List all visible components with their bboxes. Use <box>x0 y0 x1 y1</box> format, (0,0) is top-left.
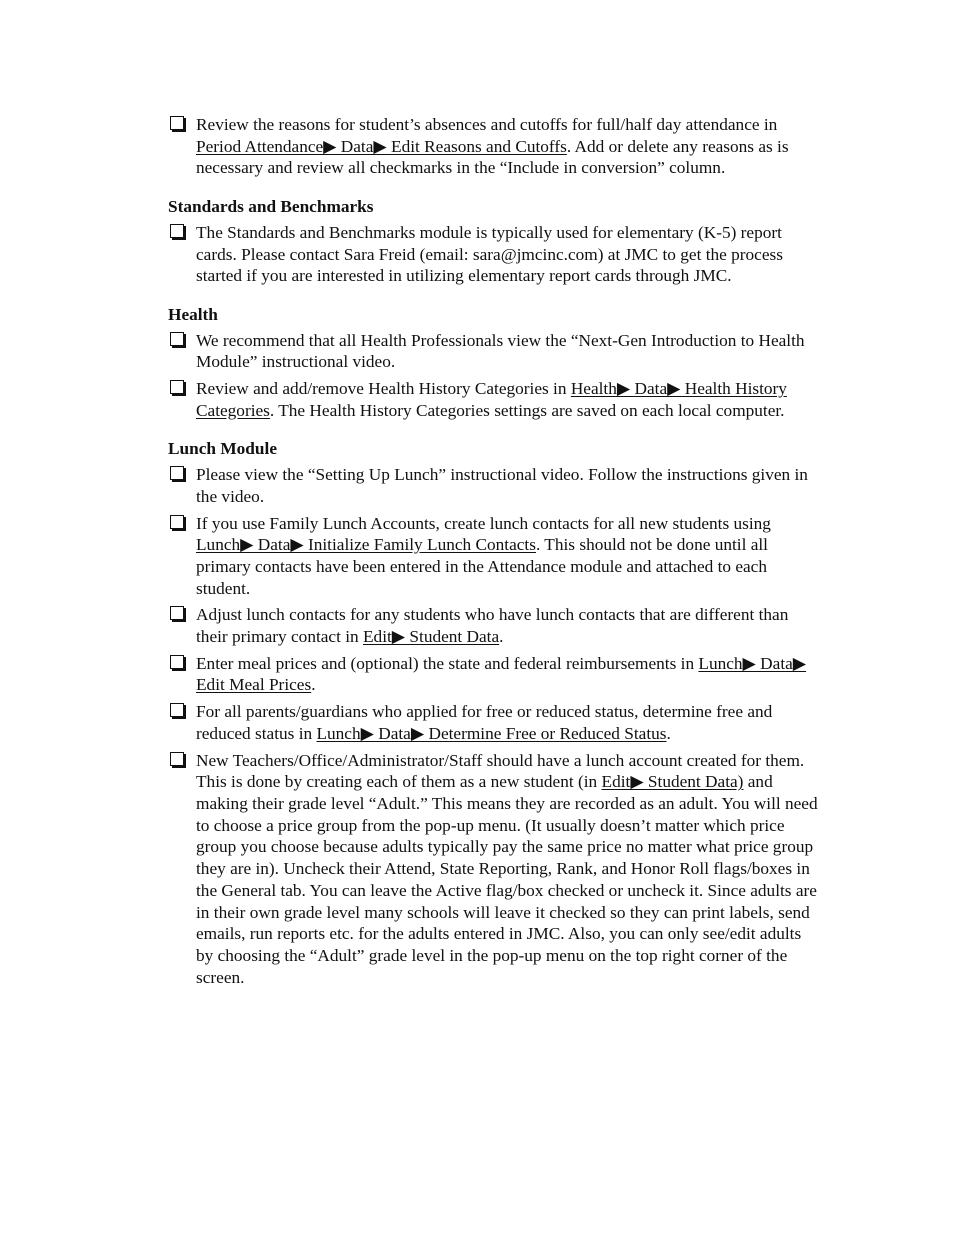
checklist-item <box>168 750 818 989</box>
item-text: If you use Family Lunch Accounts, create lunch contacts for all new students using <box>196 513 771 533</box>
item-text: . Add or delete any reasons as is necessary and review all checkmarks in the “Include in conversion” column. <box>196 136 789 178</box>
item-text: . <box>666 723 671 743</box>
checkbox-icon[interactable] <box>170 752 184 766</box>
checklist-item <box>168 222 818 287</box>
item-text: The Standards and Benchmarks module is typically used for elementary (K-5) report cards. Please contact Sara Freid (email: sara@jmcinc.com) at JMC to get the process started if you are interested in utilizing elementary report cards through JMC. <box>196 222 783 286</box>
item-text: . This should not be done until all primary contacts have been entered in the Attendance module and attached to each student. <box>196 535 768 598</box>
menu-path-link[interactable]: Lunch▶ Data▶ Edit Meal Prices <box>196 653 807 695</box>
section-heading: Lunch Module <box>168 439 277 459</box>
menu-path-link[interactable]: Period Attendance▶ Data▶ Edit Reasons and Cutoffs <box>196 136 567 156</box>
checklist-item <box>168 464 818 507</box>
item-text: Review and add/remove Health History Categories in <box>196 379 571 399</box>
checkbox-icon[interactable] <box>170 703 184 717</box>
checkbox-icon[interactable] <box>170 515 184 529</box>
section-heading: Health <box>168 304 218 324</box>
item-text: Please view the “Setting Up Lunch” instructional video. Follow the instructions given in the video. <box>196 465 808 506</box>
item-text: . <box>311 675 316 695</box>
item-text: Review the reasons for student’s absences and cutoffs for full/half day attendance in <box>196 115 778 134</box>
menu-path-link[interactable]: Lunch▶ Data▶ Initialize Family Lunch Contacts <box>196 535 536 555</box>
section-heading: Standards and Benchmarks <box>168 197 374 217</box>
item-text: We recommend that all Health Professionals view the “Next-Gen Introduction to Health Module” instructional video. <box>196 330 805 372</box>
checklist-item <box>168 701 818 744</box>
checklist-item <box>168 653 818 696</box>
checkbox-icon[interactable] <box>170 224 184 238</box>
checkbox-icon[interactable] <box>170 116 184 130</box>
item-text: . The Health History Categories settings are saved on each local computer. <box>269 400 785 420</box>
checklist-item <box>168 330 818 373</box>
checkbox-icon[interactable] <box>170 655 184 669</box>
item-text: Adjust lunch contacts for any students who have lunch contacts that are different than their primary contact in <box>196 605 789 647</box>
checkbox-icon[interactable] <box>170 466 184 480</box>
menu-path-link[interactable]: Edit▶ Student Data <box>363 627 500 647</box>
checklist-item <box>168 513 818 600</box>
item-text: For all parents/guardians who applied for free or reduced status, determine free and reduced status in <box>196 702 773 743</box>
item-text: and making their grade level “Adult.” This means they are recorded as an adult. You will need to choose a price group from the pop-up menu. (It usually doesn’t matter which price group you choose because adults typically pay the same price no matter what price group they are in). Uncheck their Attend, State Reporting, Rank, and Honor Roll flags/boxes in the General tab. You can leave the Active flag/box checked or uncheck it. Since adults are in their own grade level many schools will leave it checked so they can print labels, send emails, run reports etc. for the adults entered in JMC. Also, you can only see/edit adults by choosing the “Adult” grade level in the pop-up menu on the top right corner of the screen. <box>196 772 818 987</box>
checklist-item <box>168 604 818 647</box>
menu-path-link[interactable]: Health▶ Data▶ Health History Categories <box>196 379 787 420</box>
item-text: . <box>499 627 504 647</box>
checkbox-icon[interactable] <box>170 332 184 346</box>
menu-path-link[interactable]: Lunch▶ Data▶ Determine Free or Reduced Status <box>316 723 667 743</box>
menu-path-link[interactable]: Edit▶ Student Data) <box>601 772 744 792</box>
checklist-item <box>168 114 818 179</box>
checkbox-icon[interactable] <box>170 380 184 394</box>
document-page <box>168 114 818 993</box>
checkbox-icon[interactable] <box>170 606 184 620</box>
checklist-item <box>168 378 818 421</box>
item-text: Enter meal prices and (optional) the state and federal reimbursements in <box>196 653 699 673</box>
item-text: New Teachers/Office/Administrator/Staff should have a lunch account created for them. This is done by creating each of them as a new student (in <box>196 750 805 792</box>
